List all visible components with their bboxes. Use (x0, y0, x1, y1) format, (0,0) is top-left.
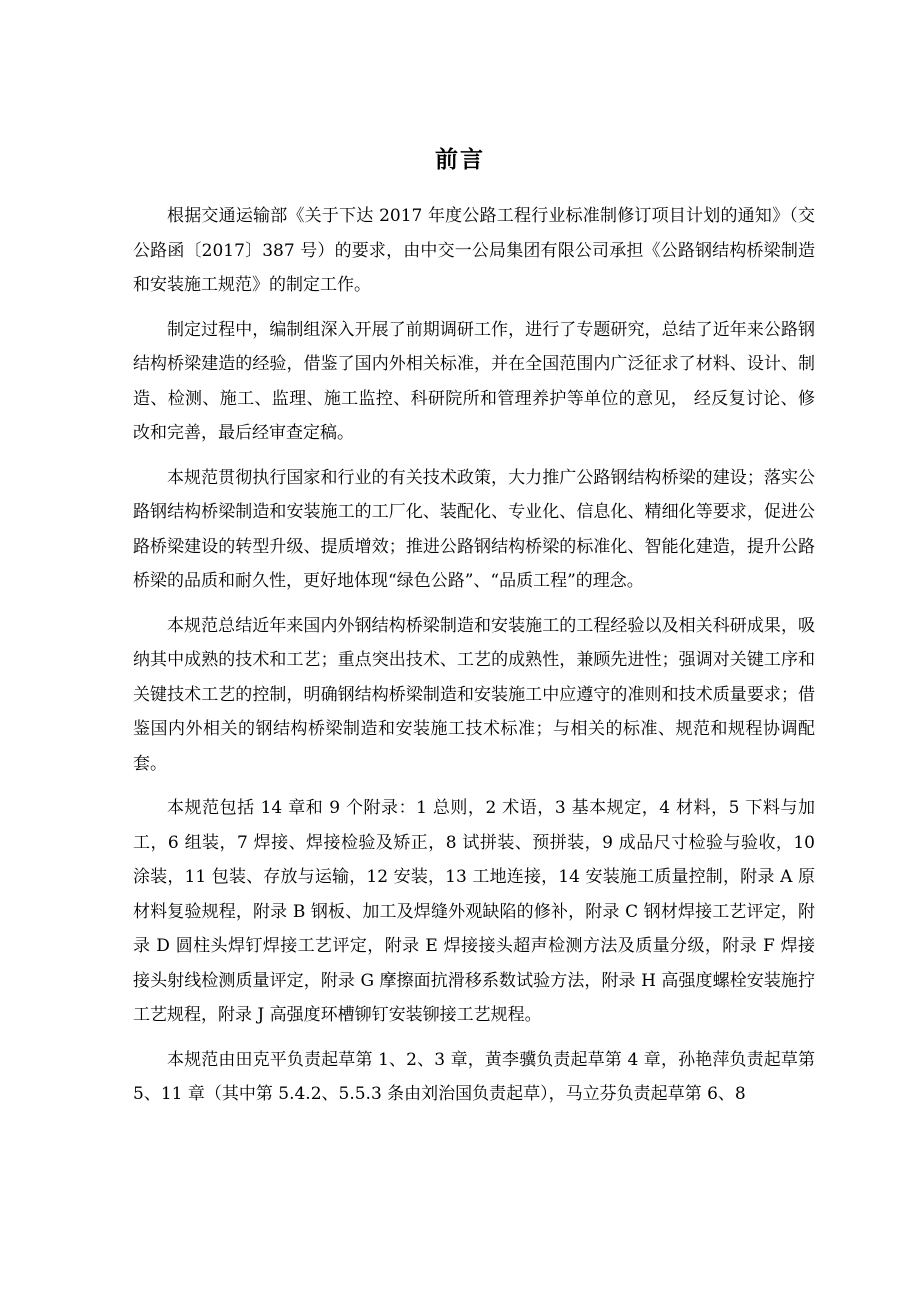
page-title: 前言 (435, 147, 485, 173)
paragraph-contents: 本规范包括 14 章和 9 个附录：1 总则，2 术语，3 基本规定，4 材料，5 下料与加工，6 组装，7 焊接、焊接检验及矫正，8 试拼装、预拼装，9 成品尺寸检验与验收，10 涂装，11 包装、存放与运输，12 安装，13 工地连接，14 安装施工质量控制，附录 A 原材料复验规程，附录 B 钢板、加工及焊缝外观缺陷的修补，附录 C 钢材焊接工艺评定，附录 D 圆柱头焊钉焊接工艺评定，附录 E 焊接接头超声检测方法及质量分级，附录 F 焊接接头射线检测质量评定，附录 G 摩擦面抗滑移系数试验方法，附录 H 高强度螺栓安装施拧工艺规程，附录 J 高强度环槽铆钉安装铆接工艺规程。 (133, 798, 815, 1025)
paragraph-drafting-process: 制定过程中，编制组深入开展了前期调研工作，进行了专题研究，总结了近年来公路钢结构桥梁建造的经验，借鉴了国内外相关标准，并在全国范围内广泛征求了材料、设计、制造、检测、施工、监理、施工监控、科研院所和管理养护等单位的意见， 经反复讨论、修改和完善，最后经审查定稿。 (133, 319, 815, 443)
paragraph-authors: 本规范由田克平负责起草第 1、2、3 章，黄李骥负责起草第 4 章，孙艳萍负责起草第 5、11 章（其中第 5.4.2、5.5.3 条由刘治国负责起草），马立芬负责起草第 6、8 (133, 1049, 815, 1104)
paragraph-commission: 根据交通运输部《关于下达 2017 年度公路工程行业标准制修订项目计划的通知》（交公路函〔2017〕387 号）的要求，由中交一公局集团有限公司承担《公路钢结构桥梁制造和安装施工规范》的制定工作。 (133, 206, 815, 295)
paragraph-experience: 本规范总结近年来国内外钢结构桥梁制造和安装施工的工程经验以及相关科研成果，吸纳其中成熟的技术和工艺；重点突出技术、工艺的成熟性，兼顾先进性；强调对关键工序和关键技术工艺的控制，明确钢结构桥梁制造和安装施工中应遵守的准则和技术质量要求；借鉴国内外相关的钢结构桥梁制造和安装施工技术标准；与相关的标准、规范和规程协调配套。 (133, 615, 815, 774)
document-body (133, 199, 815, 1122)
paragraph-policy: 本规范贯彻执行国家和行业的有关技术政策，大力推广公路钢结构桥梁的建设；落实公路钢结构桥梁制造和安装施工的工厂化、装配化、专业化、信息化、精细化等要求，促进公路桥梁建设的转型升级、提质增效；推进公路钢结构桥梁的标准化、智能化建造，提升公路桥梁的品质和耐久性，更好地体现“绿色公路”、“品质工程”的理念。 (133, 467, 815, 591)
